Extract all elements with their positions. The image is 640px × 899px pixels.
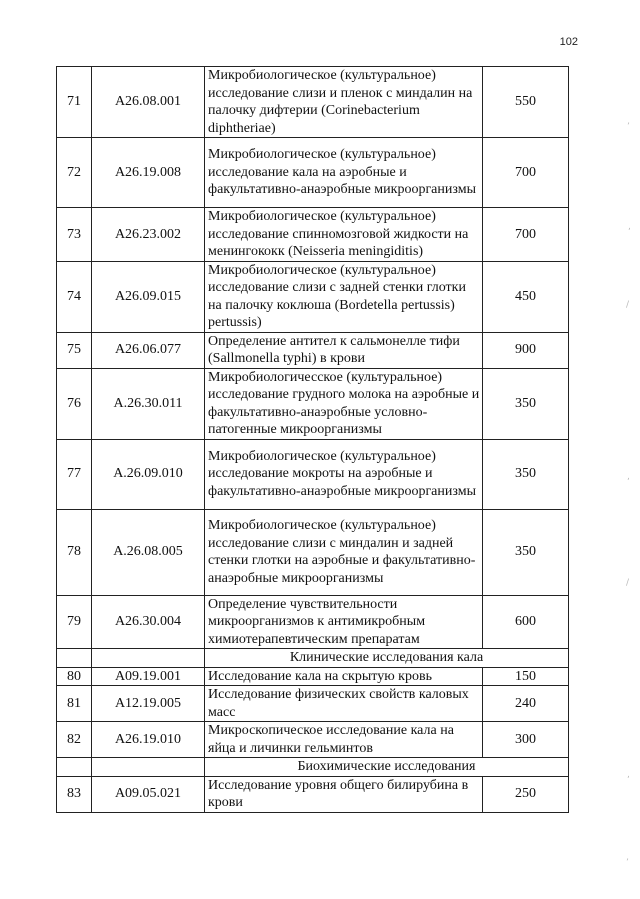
table-row	[57, 667, 569, 686]
empty-cell	[57, 649, 92, 668]
service-code: A26.19.008	[92, 138, 205, 208]
section-header-row	[57, 649, 569, 668]
table-body	[57, 67, 569, 813]
service-code: A.26.08.005	[92, 509, 205, 595]
scan-speck: /	[626, 578, 630, 588]
service-name: Микробиологичесское (культуральное) исследование грудного молока на аэробные и факультативно-анаэробные условно-патогенные микроорганизмы	[205, 368, 483, 439]
service-name: Микробиологическое (культуральное) исследование спинномозговой жидкости на менингококк (Neisseria meningiditis)	[205, 208, 483, 262]
row-number: 71	[57, 67, 92, 138]
service-code: A26.30.004	[92, 595, 205, 649]
service-name: Микробиологическое (культуральное) исследование слизи с задней стенки глотки на палочку коклюша (Bordetella pertussis) pertussis)	[205, 261, 483, 332]
service-name: Определение чувствительности микроорганизмов к антимикробным химиотерапевтическим препаратам	[205, 595, 483, 649]
service-code: A26.19.010	[92, 722, 205, 758]
scan-speck: ,	[627, 770, 630, 780]
row-number: 83	[57, 776, 92, 812]
service-code: A26.09.015	[92, 261, 205, 332]
table-row	[57, 208, 569, 262]
table-row	[57, 776, 569, 812]
row-number: 82	[57, 722, 92, 758]
service-name: Микробиологическое (культуральное) исследование кала на аэробные и факультативно-анаэробные микроорганизмы	[205, 138, 483, 208]
service-price: 700	[483, 208, 569, 262]
scan-speck: ,	[628, 222, 631, 232]
row-number: 81	[57, 686, 92, 722]
service-code: A.26.30.011	[92, 368, 205, 439]
page-number: 102	[559, 36, 578, 48]
service-name: Исследование физических свойств каловых масс	[205, 686, 483, 722]
table-row	[57, 439, 569, 509]
service-name: Определение антител к сальмонелле тифи (Sallmonella typhi) в крови	[205, 332, 483, 368]
service-code: A09.05.021	[92, 776, 205, 812]
scan-speck: ʼ	[627, 122, 630, 132]
table-row	[57, 595, 569, 649]
service-name: Микробиологическое (культуральное) исследование слизи с миндалин и задней стенки глотки на аэробные и факультативно-анаэробные микроорганизмы	[205, 509, 483, 595]
service-price: 700	[483, 138, 569, 208]
row-number: 75	[57, 332, 92, 368]
service-price: 350	[483, 509, 569, 595]
section-title: Клинические исследования кала	[205, 649, 569, 668]
scan-speck: ,	[627, 472, 630, 482]
row-number: 73	[57, 208, 92, 262]
services-price-table	[56, 66, 569, 813]
row-number: 79	[57, 595, 92, 649]
row-number: 78	[57, 509, 92, 595]
service-price: 450	[483, 261, 569, 332]
service-code: A26.23.002	[92, 208, 205, 262]
table-row	[57, 332, 569, 368]
table-row	[57, 509, 569, 595]
row-number: 77	[57, 439, 92, 509]
empty-cell	[57, 758, 92, 777]
table-row	[57, 686, 569, 722]
service-name: Исследование уровня общего билирубина в крови	[205, 776, 483, 812]
service-price: 550	[483, 67, 569, 138]
empty-cell	[92, 649, 205, 668]
scan-speck: ʼ	[626, 858, 629, 868]
service-code: A09.19.001	[92, 667, 205, 686]
service-price: 150	[483, 667, 569, 686]
table-row	[57, 67, 569, 138]
service-price: 350	[483, 439, 569, 509]
service-price: 300	[483, 722, 569, 758]
service-code: A12.19.005	[92, 686, 205, 722]
table-row	[57, 368, 569, 439]
service-price: 250	[483, 776, 569, 812]
service-price: 350	[483, 368, 569, 439]
table-row	[57, 722, 569, 758]
row-number: 72	[57, 138, 92, 208]
service-code: A26.06.077	[92, 332, 205, 368]
service-price: 600	[483, 595, 569, 649]
service-name: Микробиологическое (культуральное) исследование слизи и пленок с миндалин на палочку дифтерии (Corinebacterium diphtheriae)	[205, 67, 483, 138]
service-code: A.26.09.010	[92, 439, 205, 509]
service-price: 240	[483, 686, 569, 722]
row-number: 74	[57, 261, 92, 332]
service-name: Микробиологическое (культуральное) исследование мокроты на аэробные и факультативно-анаэробные микроорганизмы	[205, 439, 483, 509]
service-name: Исследование кала на скрытую кровь	[205, 667, 483, 686]
service-code: A26.08.001	[92, 67, 205, 138]
empty-cell	[92, 758, 205, 777]
section-header-row	[57, 758, 569, 777]
table-row	[57, 138, 569, 208]
service-name: Микроскопическое исследование кала на яйца и личинки гельминтов	[205, 722, 483, 758]
row-number: 80	[57, 667, 92, 686]
table-row	[57, 261, 569, 332]
service-price: 900	[483, 332, 569, 368]
scan-speck: /	[626, 300, 630, 310]
section-title: Биохимические исследования	[205, 758, 569, 777]
row-number: 76	[57, 368, 92, 439]
